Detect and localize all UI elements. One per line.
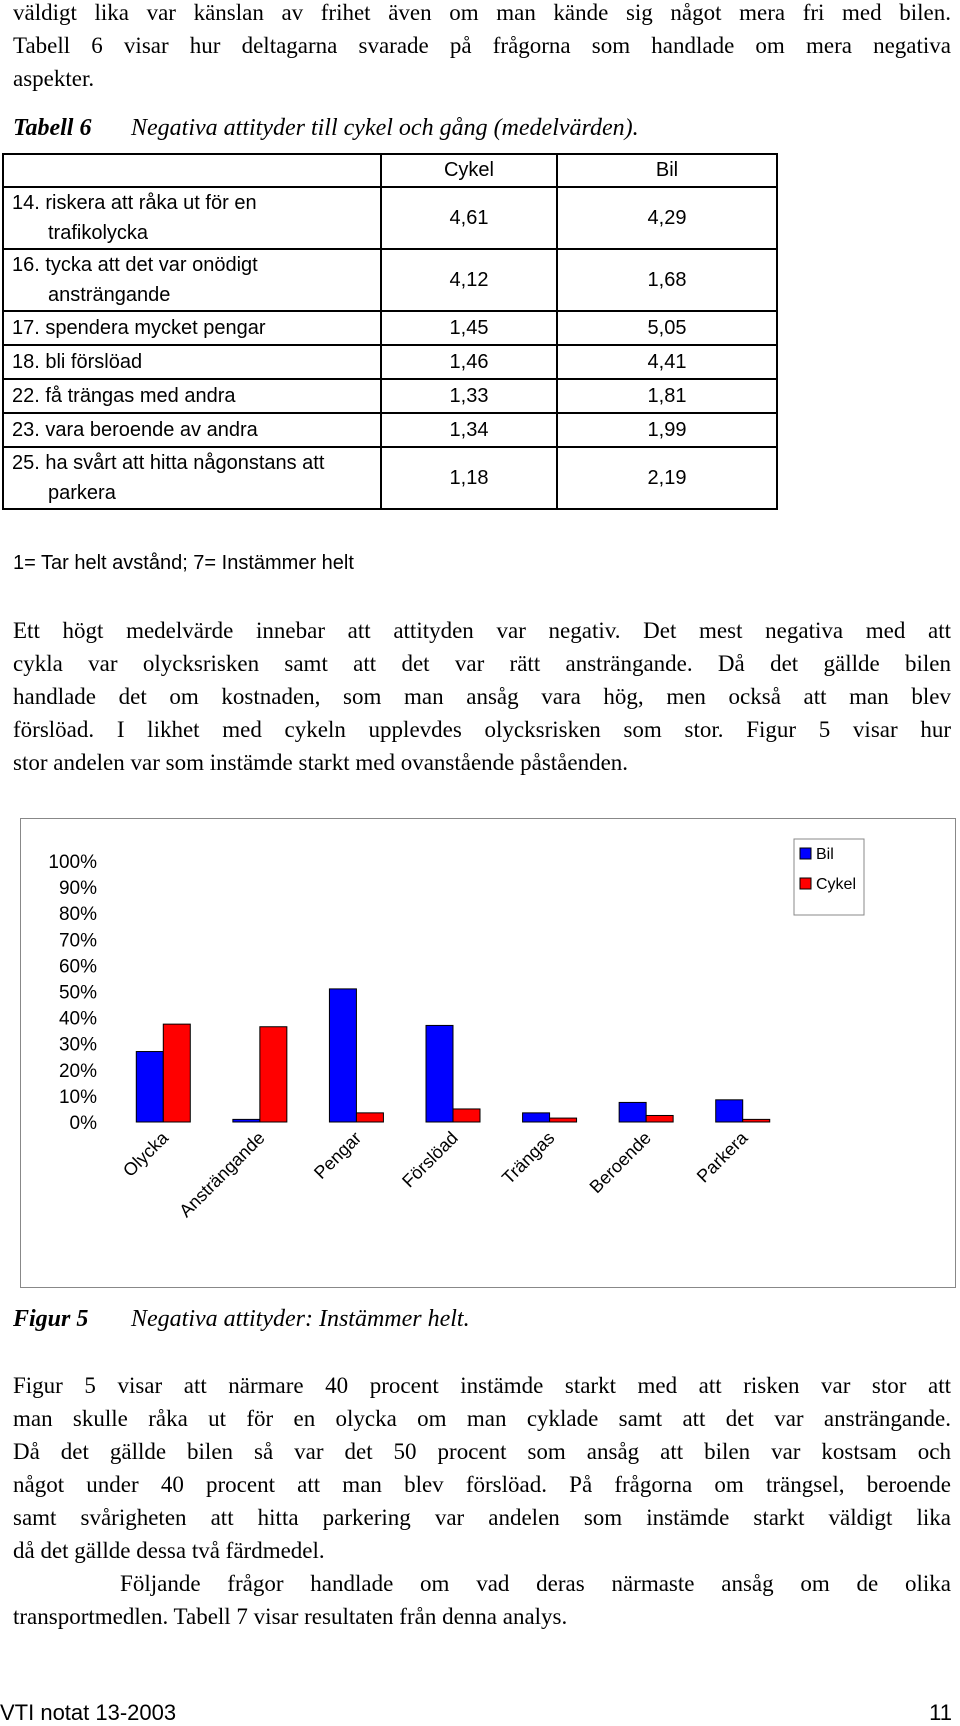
cell-cykel: 1,18 bbox=[381, 447, 557, 509]
row-label: 16. tycka att det var onödigt bbox=[12, 254, 258, 276]
legend-swatch-bil bbox=[800, 848, 811, 859]
text-line: förslöad. I likhet med cykeln upplevdes olycksrisken som stor. Figur 5 visar hur bbox=[13, 717, 951, 742]
column-header-cykel: Cykel bbox=[381, 154, 557, 187]
cell-cykel: 1,33 bbox=[381, 379, 557, 413]
text-line: man skulle råka ut för en olycka om man cyklade samt att det var ansträngande. bbox=[13, 1406, 951, 1431]
footer-report-id: VTI notat 13-2003 bbox=[0, 1700, 177, 1725]
x-category-label: Trängas bbox=[498, 1127, 559, 1189]
row-label: 17. spendera mycket pengar bbox=[3, 311, 381, 345]
paragraph-1 bbox=[13, 614, 951, 779]
cell-bil: 1,68 bbox=[557, 249, 777, 311]
table-row bbox=[3, 187, 777, 249]
y-tick-label: 20% bbox=[58, 1060, 97, 1082]
row-label: 25. ha svårt att hitta någonstans att bbox=[12, 452, 325, 474]
bar-cykel bbox=[260, 1027, 287, 1122]
cell-cykel: 1,34 bbox=[381, 413, 557, 447]
x-category-label: Pengar bbox=[310, 1127, 366, 1183]
row-label-cont: trafikolycka bbox=[48, 222, 149, 244]
bar-bil bbox=[619, 1102, 646, 1122]
y-tick-label: 60% bbox=[58, 956, 97, 978]
table-note: 1= Tar helt avstånd; 7= Instämmer helt bbox=[13, 552, 354, 574]
bar-cykel bbox=[163, 1024, 190, 1122]
text-line: cykla var olycksrisken samt att det var rätt ansträngande. Då det gällde bilen bbox=[13, 651, 951, 676]
cell-cykel: 1,46 bbox=[381, 345, 557, 379]
bar-cykel bbox=[356, 1113, 383, 1122]
cell-bil: 4,41 bbox=[557, 345, 777, 379]
y-tick-label: 10% bbox=[58, 1086, 97, 1108]
table-caption-text: Negativa attityder till cykel och gång (medelvärden). bbox=[131, 115, 639, 141]
bar-bil bbox=[523, 1113, 550, 1122]
table-row bbox=[3, 447, 777, 509]
footer-page-number: 11 bbox=[929, 1700, 952, 1725]
text-line: Tabell 6 visar hur deltagarna svarade på frågorna som handlade om mera negativa bbox=[13, 33, 951, 58]
table-row bbox=[3, 249, 777, 311]
figure-caption bbox=[13, 1306, 470, 1333]
x-category-label: Förslöad bbox=[398, 1127, 462, 1192]
legend-label: Cykel bbox=[816, 876, 857, 893]
row-label: 18. bli förslöad bbox=[3, 345, 381, 379]
bar-bil bbox=[716, 1100, 743, 1122]
row-label-cont: ansträngande bbox=[48, 284, 171, 306]
row-label: 14. riskera att råka ut för en bbox=[12, 192, 257, 214]
bar-bil bbox=[426, 1025, 453, 1122]
y-tick-label: 80% bbox=[58, 904, 97, 926]
text-line: handlade det om kostnaden, som man ansåg vara hög, men också att man blev bbox=[13, 684, 951, 709]
table-row bbox=[3, 413, 777, 447]
text-line: Figur 5 visar att närmare 40 procent instämde starkt med att risken var stor att bbox=[13, 1373, 951, 1398]
legend-label: Bil bbox=[816, 846, 834, 863]
y-tick-label: 100% bbox=[48, 852, 97, 873]
row-label: 23. vara beroende av andra bbox=[3, 413, 381, 447]
bar-bil bbox=[233, 1119, 260, 1122]
table-caption bbox=[13, 115, 639, 142]
attitudes-table bbox=[2, 153, 778, 510]
table-row bbox=[3, 379, 777, 413]
cell-cykel: 4,61 bbox=[381, 187, 557, 249]
text-line: något under 40 procent att man blev förslöad. På frågorna om trängsel, beroende bbox=[13, 1472, 951, 1497]
bar-cykel bbox=[550, 1118, 577, 1122]
bar-chart bbox=[21, 819, 955, 1287]
column-header-bil: Bil bbox=[557, 154, 777, 187]
table-header-empty bbox=[3, 154, 381, 187]
table-row bbox=[3, 345, 777, 379]
text-line: samt svårigheten att hitta parkering var andelen som instämde starkt väldigt lika bbox=[13, 1505, 951, 1530]
cell-cykel: 1,45 bbox=[381, 311, 557, 345]
chart-frame bbox=[20, 818, 956, 1288]
figure-caption-text: Negativa attityder: Instämmer helt. bbox=[131, 1306, 470, 1332]
y-tick-label: 90% bbox=[58, 878, 97, 900]
text-line: transportmedlen. Tabell 7 visar resultaten från denna analys. bbox=[13, 1604, 568, 1629]
text-line: då det gällde dessa två färdmedel. bbox=[13, 1538, 325, 1563]
bar-cykel bbox=[453, 1109, 480, 1122]
figure-label: Figur 5 bbox=[13, 1306, 89, 1332]
legend-swatch-cykel bbox=[800, 878, 811, 889]
table-header-row bbox=[3, 154, 777, 187]
y-tick-label: 50% bbox=[58, 982, 97, 1004]
x-category-label: Ansträngande bbox=[175, 1127, 269, 1222]
text-line: stor andelen var som instämde starkt med ovanstående påståenden. bbox=[13, 750, 629, 775]
text-line: Följande frågor handlade om vad deras närmaste ansåg om de olika bbox=[13, 1571, 951, 1596]
y-tick-label: 0% bbox=[69, 1113, 97, 1134]
cell-bil: 2,19 bbox=[557, 447, 777, 509]
text-line: väldigt lika var känslan av frihet även om man kände sig något mera fri med bilen. bbox=[13, 0, 951, 25]
bar-cykel bbox=[646, 1115, 673, 1122]
bar-cykel bbox=[743, 1119, 770, 1122]
x-category-label: Beroende bbox=[585, 1127, 655, 1198]
y-tick-label: 30% bbox=[58, 1034, 97, 1056]
cell-bil: 1,81 bbox=[557, 379, 777, 413]
text-line: aspekter. bbox=[13, 66, 95, 91]
text-line: Ett högt medelvärde innebar att attityden var negativ. Det mest negativa med att bbox=[13, 618, 951, 643]
y-tick-label: 40% bbox=[58, 1008, 97, 1030]
row-label-cont: parkera bbox=[48, 482, 116, 504]
row-label: 22. få trängas med andra bbox=[3, 379, 381, 413]
table-row bbox=[3, 311, 777, 345]
x-category-label: Olycka bbox=[119, 1127, 173, 1181]
cell-bil: 4,29 bbox=[557, 187, 777, 249]
y-tick-label: 70% bbox=[58, 930, 97, 952]
cell-cykel: 4,12 bbox=[381, 249, 557, 311]
x-category-label: Parkera bbox=[692, 1127, 752, 1187]
paragraph-2 bbox=[13, 1369, 951, 1633]
table-label: Tabell 6 bbox=[13, 115, 92, 141]
bar-bil bbox=[329, 989, 356, 1122]
cell-bil: 5,05 bbox=[557, 311, 777, 345]
bar-bil bbox=[136, 1052, 163, 1122]
text-line: Då det gällde bilen så var det 50 procent som ansåg att bilen var kostsam och bbox=[13, 1439, 951, 1464]
intro-paragraph bbox=[13, 0, 951, 95]
cell-bil: 1,99 bbox=[557, 413, 777, 447]
